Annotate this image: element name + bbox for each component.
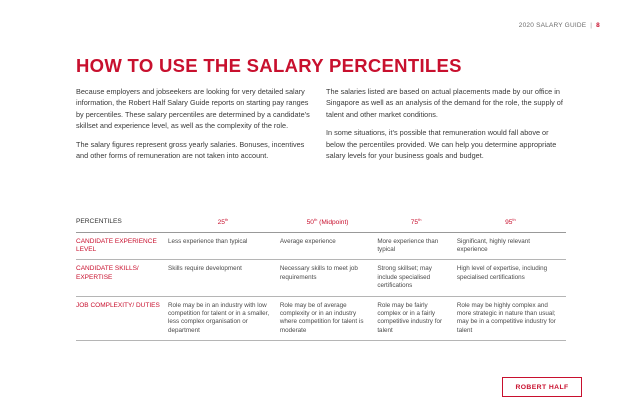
intro-paragraph: The salary figures represent gross yearly salaries. Bonuses, incentives and other forms of remuneration are not taken into account. bbox=[76, 139, 305, 161]
row-label-complexity: JOB COMPLEXITY/ DUTIES bbox=[76, 296, 168, 341]
intro-paragraph: The salaries listed are based on actual placements made by our office in Singapore as well as an analysis of the demand for the role, the supply of talent and other market conditions. bbox=[326, 87, 563, 119]
table-cell: Strong skillset; may include specialised certifications bbox=[377, 260, 457, 296]
header-separator: | bbox=[590, 22, 593, 29]
table-row bbox=[76, 232, 566, 260]
logo-text: ROBERT HALF bbox=[515, 383, 569, 391]
table-cell: Role may be in an industry with low competition for talent or in a smaller, less complex organisation or department bbox=[168, 296, 280, 341]
table-row bbox=[76, 260, 566, 296]
page-title: HOW TO USE THE SALARY PERCENTILES bbox=[76, 55, 462, 76]
table-cell: Role may be of average complexity or in an industry where competition for talent is moderate bbox=[280, 296, 377, 341]
intro-left-column bbox=[76, 86, 312, 168]
header-25th: 25th bbox=[168, 214, 280, 232]
table-cell: Necessary skills to meet job requirements bbox=[280, 260, 377, 296]
table-cell: Role may be highly complex and more strategic in nature than usual; may be in a competitive industry for talent bbox=[457, 296, 566, 341]
table-cell: High level of expertise, including specialised certifications bbox=[457, 260, 566, 296]
row-label-experience: CANDIDATE EXPERIENCE LEVEL bbox=[76, 232, 168, 260]
header-50th: 50th (Midpoint) bbox=[280, 214, 377, 232]
header-percentiles: PERCENTILES bbox=[76, 214, 168, 232]
table-row bbox=[76, 296, 566, 341]
table-cell: Role may be fairly complex or in a fairly competitive industry for talent bbox=[377, 296, 457, 341]
intro-paragraph: In some situations, it’s possible that remuneration would fall above or below the percentiles provided. We can help you determine appropriate salary levels for your business goals and budget. bbox=[326, 128, 557, 161]
table-cell: Skills require development bbox=[168, 260, 280, 296]
header-95th: 95th bbox=[457, 214, 566, 232]
intro-paragraph: Because employers and jobseekers are looking for very detailed salary information, the Robert Half Salary Guide reports on starting pay ranges by percentiles. These salary percentiles are determined by a candidate’s skillset and experience level, as well as the complexity of the role. bbox=[76, 87, 310, 131]
row-label-skills: CANDIDATE SKILLS/ EXPERTISE bbox=[76, 260, 168, 296]
table-cell: More experience than typical bbox=[377, 232, 457, 260]
robert-half-logo bbox=[502, 377, 582, 397]
header-75th: 75th bbox=[377, 214, 457, 232]
table-cell: Significant, highly relevant experience bbox=[457, 232, 566, 260]
page-number: 8 bbox=[596, 22, 600, 29]
table-cell: Average experience bbox=[280, 232, 377, 260]
table-cell: Less experience than typical bbox=[168, 232, 280, 260]
percentiles-table bbox=[76, 214, 566, 341]
intro-right-column bbox=[326, 86, 564, 168]
guide-label: 2020 SALARY GUIDE bbox=[518, 22, 587, 29]
page-header-meta bbox=[519, 22, 600, 29]
table-header-row bbox=[76, 214, 566, 232]
